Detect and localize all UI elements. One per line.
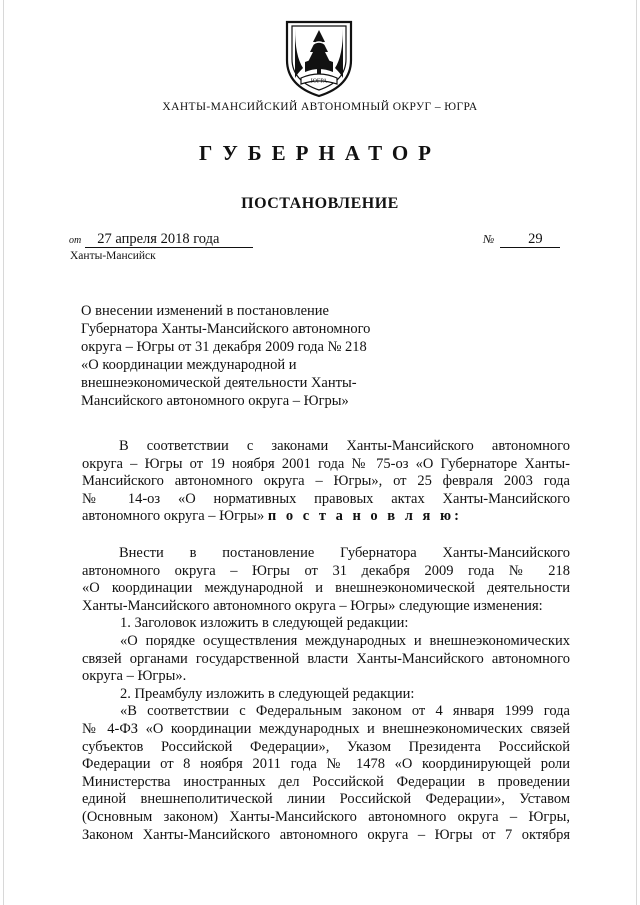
amendment-item-2: 2. Преамбулу изложить в следующей редакции: <box>120 685 415 702</box>
coat-of-arms-icon <box>281 16 357 100</box>
subject-line: внешнеэкономической деятельности Ханты- <box>81 375 357 391</box>
body-line: округа – Югры». <box>82 668 187 685</box>
body-line: Министерства иностранных дел Российской Федерации в проведении <box>82 773 570 790</box>
body-line: единой внешнеполитической линии Российской Федерации», Уставом <box>82 791 570 808</box>
number-prefix: № <box>483 232 495 246</box>
subject-line: Губернатора Ханты-Мансийского автономного <box>81 321 371 337</box>
date-prefix: от <box>69 235 82 246</box>
body-line: Федерации от 8 ноября 2011 года № 1478 «О координирующей роли <box>82 756 570 773</box>
city: Ханты-Мансийск <box>70 250 156 262</box>
body-line: Законом Ханты-Мансийского автономного округа – Югры от 7 октября <box>82 826 570 843</box>
document-number: 29 <box>500 232 560 248</box>
preamble-line: Мансийского автономного округа – Югры», от 25 февраля 2003 года <box>82 473 570 490</box>
preamble-line: автономного округа – Югры» <box>82 508 265 525</box>
preamble-line: округа – Югры от 19 ноября 2001 года № 75-оз «О Губернаторе Ханты- <box>82 455 570 472</box>
body-line: «О порядке осуществления международных и внешнеэкономических <box>120 632 570 649</box>
preamble-line: В соответствии с законами Ханты-Мансийского автономного <box>119 438 570 454</box>
subject-line: «О координации международной и <box>81 357 297 373</box>
body-line: Внести в постановление Губернатора Ханты-Мансийского <box>119 545 570 561</box>
body-line: № 4-ФЗ «О координации международных и внешнеэкономических связей <box>82 720 570 737</box>
subject-line: Мансийского автономного округа – Югры» <box>81 393 349 409</box>
body-line: «В соответствии с Федеральным законом от 4 января 1999 года <box>120 703 570 720</box>
body-line: субъектов Российской Федерации», Указом Президента Российской <box>82 738 570 755</box>
body-line: (Основным законом) Ханты-Мансийского автономного округа – Югры, <box>82 808 570 825</box>
decree-word: п о с т а н о в л я ю: <box>267 508 462 525</box>
document-type: ПОСТАНОВЛЕНИЕ <box>241 195 399 212</box>
svg-text:ЮГРА: ЮГРА <box>310 78 328 85</box>
scan-edge-right <box>636 0 637 905</box>
subject-line: округа – Югры от 31 декабря 2009 года № 218 <box>81 339 367 355</box>
document-date: 27 апреля 2018 года <box>85 232 253 248</box>
body-line: Ханты-Мансийского автономного округа – Югры» следующие изменения: <box>82 597 543 614</box>
body-line: автономного округа – Югры от 31 декабря 2009 года № 218 <box>82 562 570 579</box>
number-line <box>483 231 560 248</box>
authority-title: ГУБЕРНАТОР <box>198 141 442 165</box>
body-line: «О координации международной и внешнеэкономической деятельности <box>82 580 570 597</box>
preamble-last-line <box>82 508 570 526</box>
preamble-line: № 14-оз «О нормативных правовых актах Ханты-Мансийского <box>82 490 570 507</box>
document-subject <box>81 302 401 410</box>
amendments-section <box>82 545 570 844</box>
body-line: связей органами государственной власти Ханты-Мансийского автономного <box>82 650 570 667</box>
subject-line: О внесении изменений в постановление <box>81 303 329 319</box>
preamble-paragraph <box>82 438 570 526</box>
region-name: ХАНТЫ-МАНСИЙСКИЙ АВТОНОМНЫЙ ОКРУГ – ЮГРА <box>162 101 478 113</box>
date-line <box>69 231 253 248</box>
scan-edge-left <box>3 0 4 905</box>
amendment-item-1: 1. Заголовок изложить в следующей редакции: <box>120 615 409 632</box>
